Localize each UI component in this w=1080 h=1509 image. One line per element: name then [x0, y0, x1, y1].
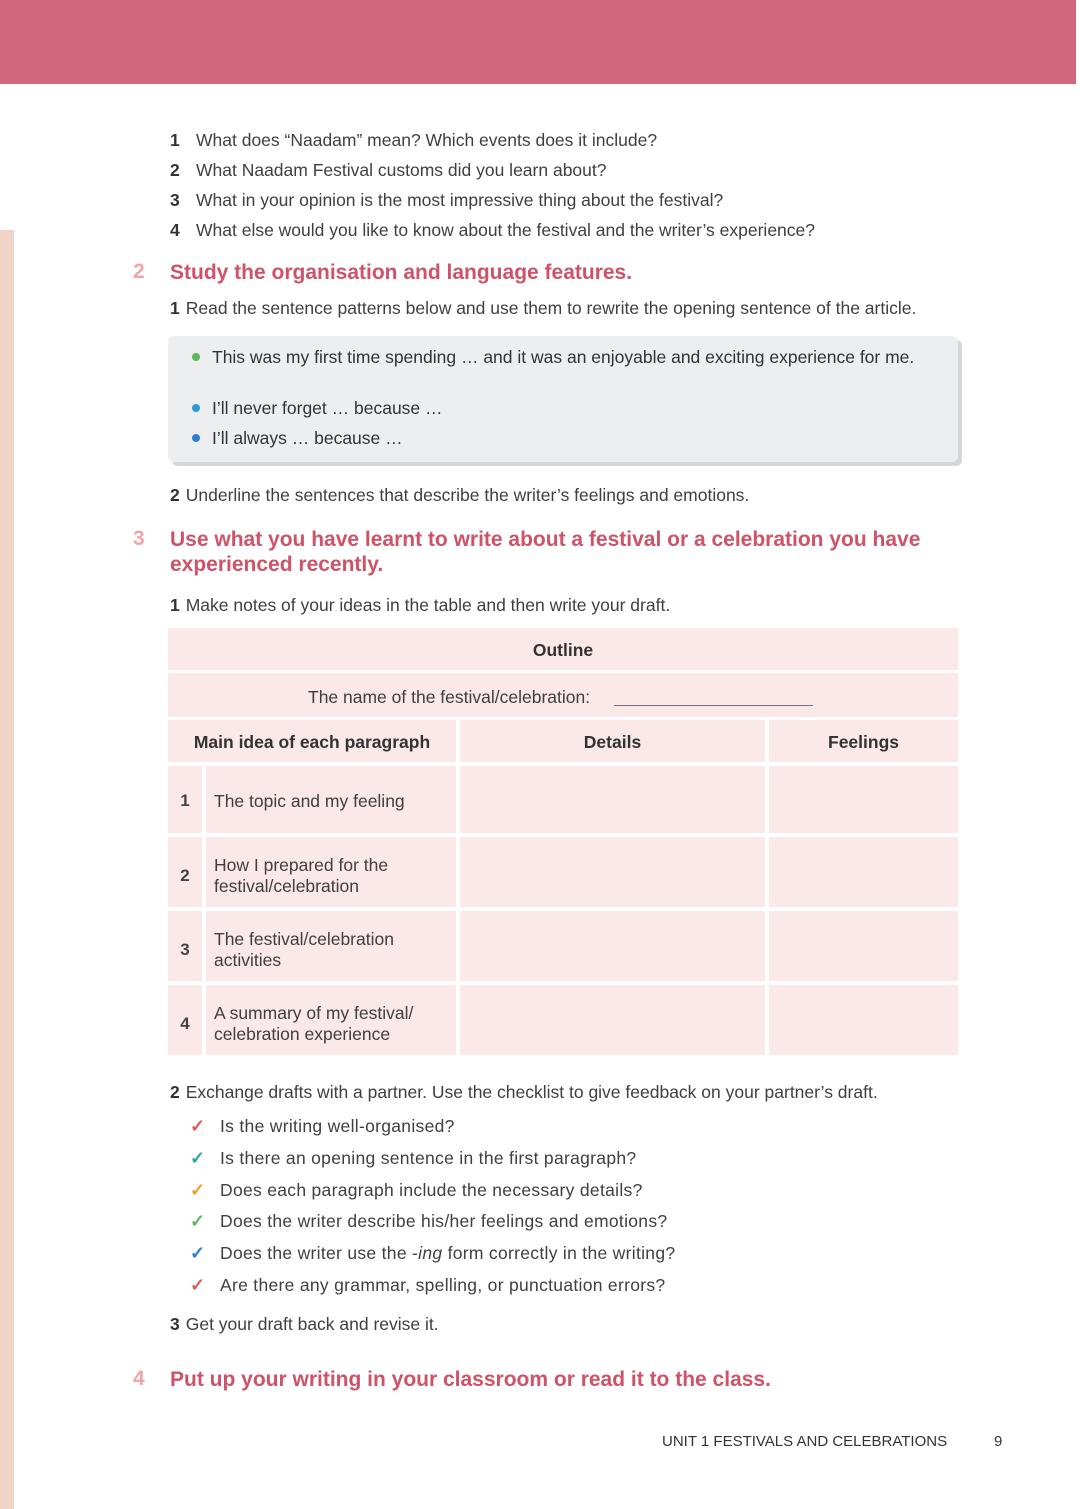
section-3-title-line-1: Use what you have learnt to write about a festival or a celebration you have: [170, 528, 921, 551]
check-icon: ✓: [190, 1275, 206, 1295]
bullet-dot-icon: [192, 434, 200, 442]
section-4-title: Put up your writing in your classroom or read it to the class.: [170, 1368, 771, 1391]
details-cell-3[interactable]: [460, 911, 765, 981]
section-2-title: Study the organisation and language features.: [170, 261, 633, 284]
bullet-dot-icon: [192, 404, 200, 412]
row-1-main-idea: The topic and my feeling: [214, 791, 405, 811]
details-cell-4[interactable]: [460, 985, 765, 1055]
row-1-number: 1: [180, 791, 190, 810]
row-4-number: 4: [180, 1014, 190, 1033]
section-2-step-2: 2 Underline the sentences that describe the writer’s feelings and emotions.: [170, 485, 750, 505]
question-2: 2 What Naadam Festival customs did you learn about?: [170, 160, 607, 180]
footer-unit-title: UNIT 1 FESTIVALS AND CELEBRATIONS: [662, 1433, 948, 1450]
section-2-step-1: 1 Read the sentence patterns below and use them to rewrite the opening sentence of the article.: [170, 298, 917, 318]
page-number: 9: [994, 1433, 1003, 1450]
header-feelings: Feelings: [828, 732, 899, 752]
check-icon: ✓: [190, 1243, 206, 1263]
row-3-number: 3: [180, 940, 190, 959]
section-3-step-3: 3 Get your draft back and revise it.: [170, 1314, 439, 1334]
bullet-dot-icon: [192, 353, 200, 361]
section-3-number: 3: [133, 527, 145, 550]
checklist-item: ✓ Does the writer use the -ing form correctly in the writing?: [190, 1243, 676, 1263]
row-4-main-idea-line-1: A summary of my festival/: [214, 1003, 414, 1023]
details-cell-1[interactable]: [460, 766, 765, 833]
header-main-idea: Main idea of each paragraph: [193, 732, 431, 752]
checklist-item: ✓ Does the writer describe his/her feelings and emotions?: [190, 1211, 668, 1231]
festival-name-blank[interactable]: [614, 705, 813, 706]
row-2-main-idea-line-1: How I prepared for the: [214, 855, 389, 875]
check-icon: ✓: [190, 1180, 206, 1200]
checklist-item: ✓ Is the writing well-organised?: [190, 1116, 455, 1136]
row-4-main-idea-line-2: celebration experience: [214, 1024, 391, 1044]
details-cell-2[interactable]: [460, 837, 765, 907]
header-details: Details: [583, 732, 642, 752]
feelings-cell-3[interactable]: [769, 911, 958, 981]
check-icon: ✓: [190, 1211, 206, 1231]
row-3-main-idea-line-2: activities: [214, 950, 282, 970]
section-3-step-1: 1 Make notes of your ideas in the table and then write your draft.: [170, 595, 671, 615]
checklist-item: ✓ Are there any grammar, spelling, or punctuation errors?: [190, 1275, 666, 1295]
checklist-item: ✓ Does each paragraph include the necessary details?: [190, 1180, 643, 1200]
check-icon: ✓: [190, 1148, 206, 1168]
left-margin-strip: [0, 230, 14, 1509]
feelings-cell-1[interactable]: [769, 766, 958, 833]
section-3-title-line-2: experienced recently.: [170, 553, 384, 576]
section-2-number: 2: [133, 260, 145, 283]
question-1: 1 What does “Naadam” mean? Which events does it include?: [170, 130, 658, 150]
table-title: Outline: [532, 640, 594, 660]
row-3-main-idea-line-1: The festival/celebration: [214, 929, 394, 949]
festival-name-label: The name of the festival/celebration:: [308, 687, 591, 707]
question-3: 3 What in your opinion is the most impressive thing about the festival?: [170, 190, 724, 210]
header-band: [0, 0, 1076, 84]
row-2-main-idea-line-2: festival/celebration: [214, 876, 359, 896]
section-3-step-2: 2 Exchange drafts with a partner. Use the checklist to give feedback on your partner’s draft.: [170, 1082, 878, 1102]
section-4-number: 4: [133, 1367, 145, 1390]
checklist-item: ✓ Is there an opening sentence in the first paragraph?: [190, 1148, 637, 1168]
feelings-cell-4[interactable]: [769, 985, 958, 1055]
row-2-number: 2: [180, 866, 190, 885]
feelings-cell-2[interactable]: [769, 837, 958, 907]
question-4: 4 What else would you like to know about the festival and the writer’s experience?: [170, 220, 816, 240]
check-icon: ✓: [190, 1116, 206, 1136]
